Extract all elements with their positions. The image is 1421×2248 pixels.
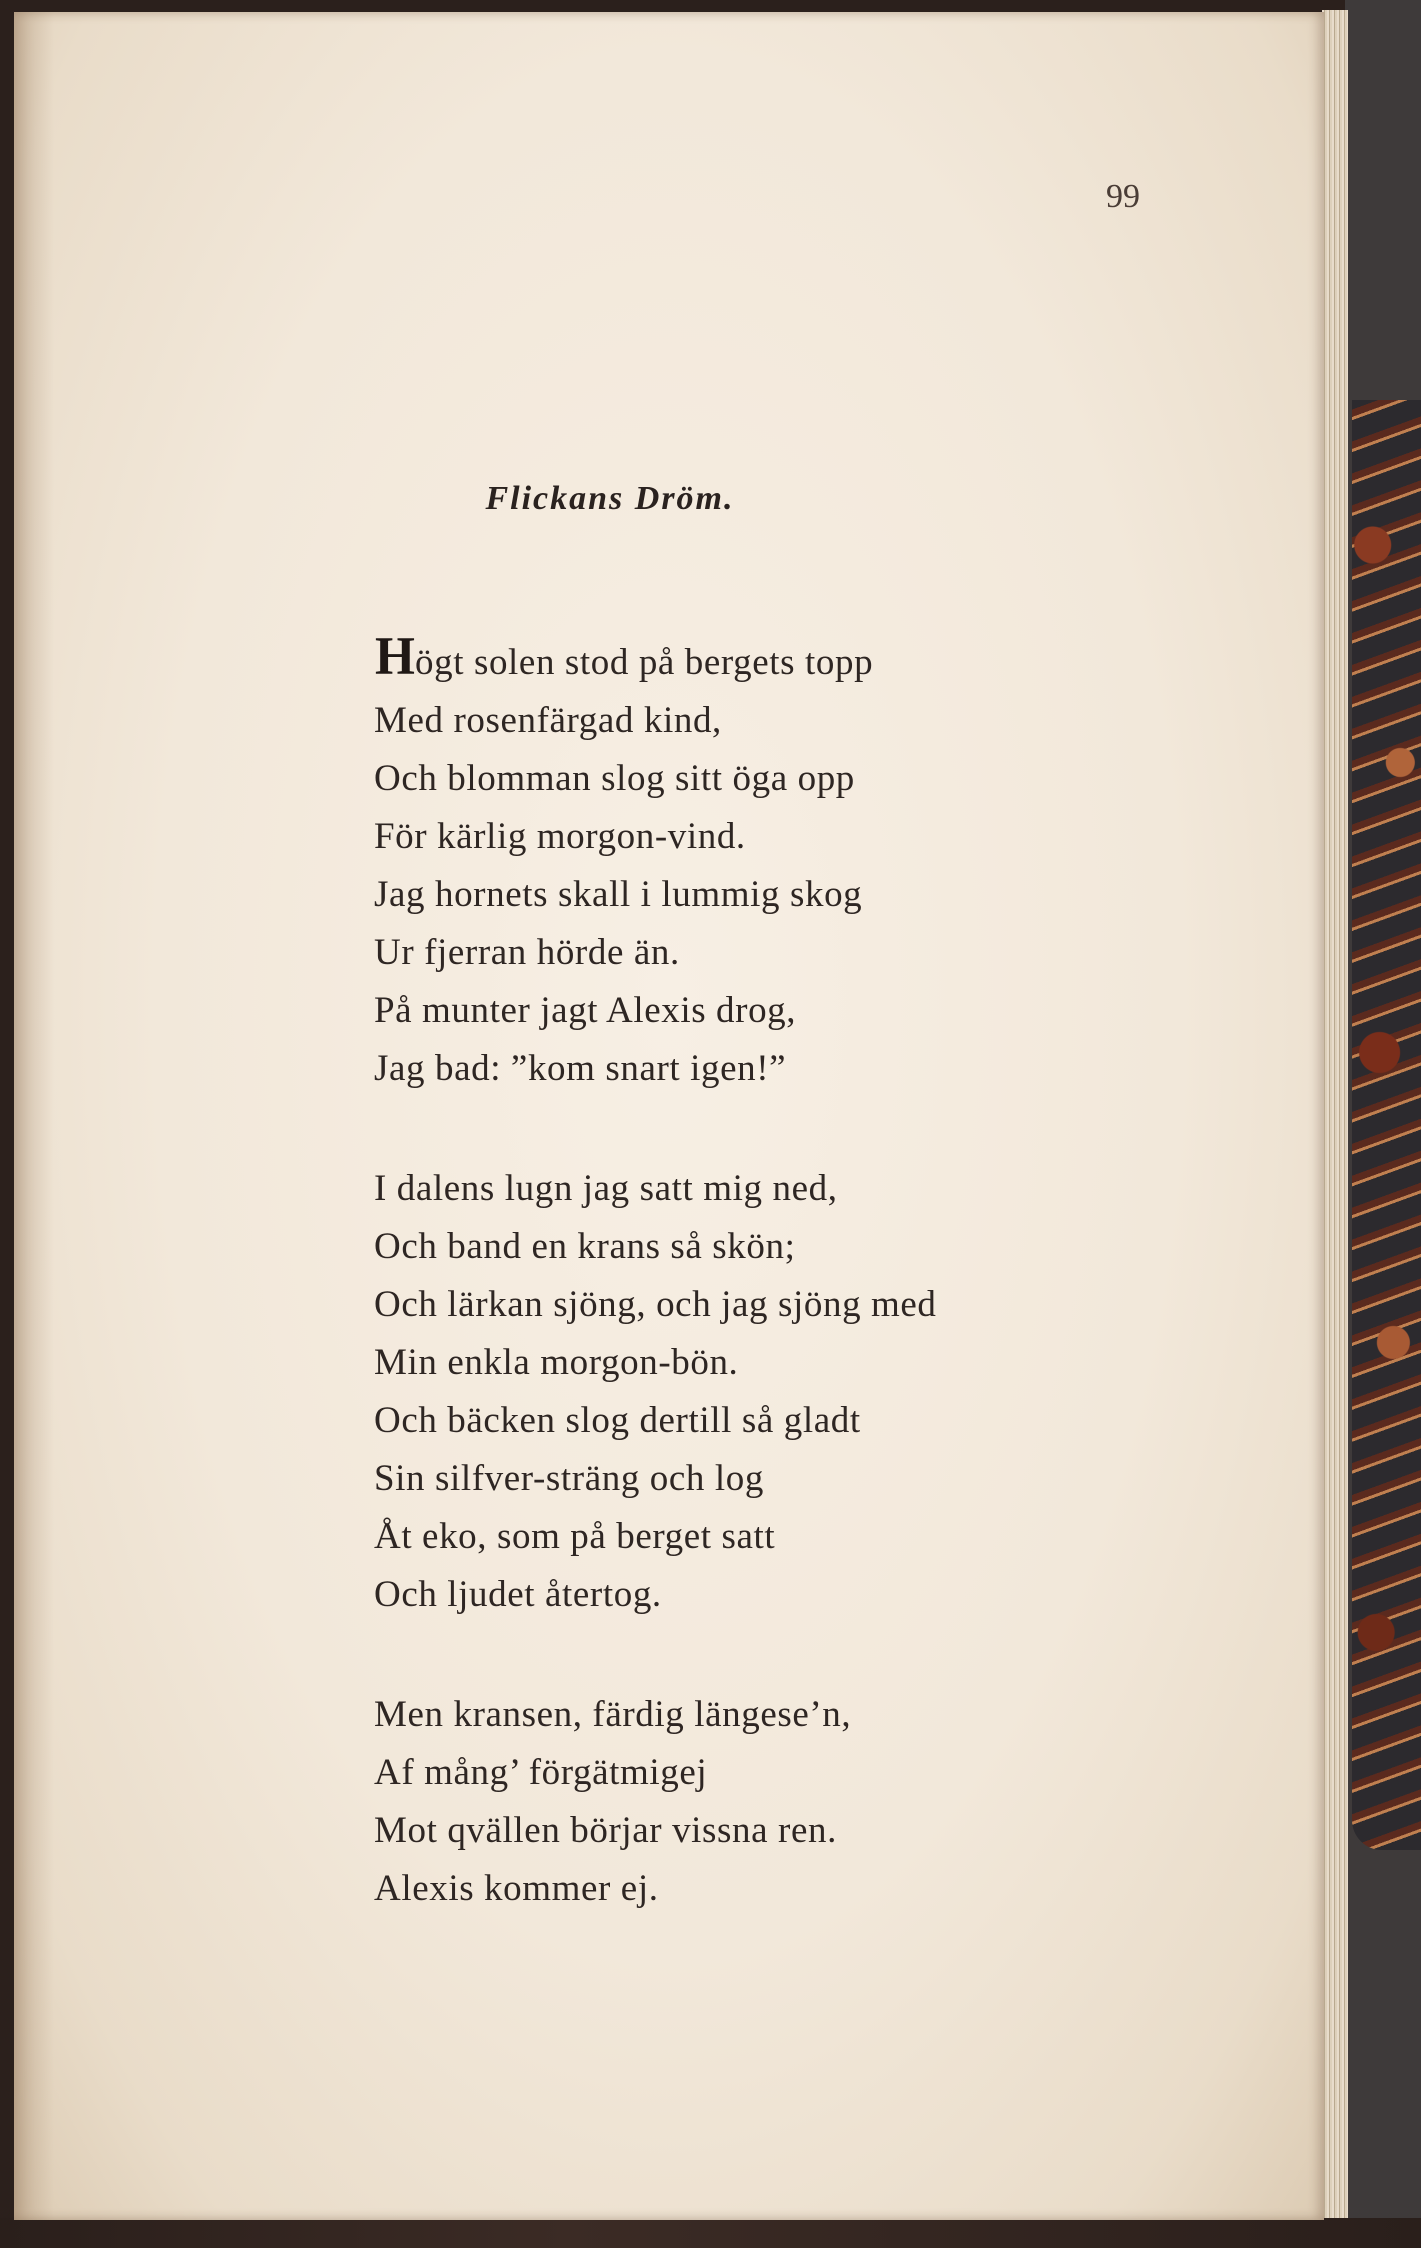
verse-line: Och lärkan sjöng, och jag sjöng med — [374, 1284, 937, 1325]
verse-line: Och blomman slog sitt öga opp — [374, 758, 855, 799]
bottom-binding-edge — [0, 2218, 1421, 2248]
stanza — [374, 626, 1134, 1098]
left-binding-edge — [0, 0, 14, 2248]
page-number: 99 — [1106, 178, 1140, 215]
drop-cap: H — [375, 626, 414, 686]
verse-line: Och ljudet återtog. — [374, 1574, 662, 1615]
verse-line — [374, 626, 1134, 692]
verse-line: Och bäcken slog dertill så gladt — [374, 1400, 861, 1441]
verse-line: Alexis kommer ej. — [374, 1868, 659, 1909]
verse-line-text: ögt solen stod på bergets topp — [415, 642, 874, 683]
verse-line: Åt eko, som på berget satt — [374, 1516, 776, 1557]
verse-line: Min enkla morgon-bön. — [374, 1342, 739, 1383]
page-edges — [1322, 10, 1348, 2222]
verse-line: Men kransen, färdig längese’n, — [374, 1694, 852, 1735]
verse-line: Af mång’ förgätmigej — [374, 1752, 708, 1793]
verse-line: Och band en krans så skön; — [374, 1226, 796, 1267]
verse-line: Ur fjerran hörde än. — [374, 932, 680, 973]
verse-line: Med rosenfärgad kind, — [374, 700, 722, 741]
verse-line: För kärlig morgon-vind. — [374, 816, 746, 857]
verse-line: Sin silfver-sträng och log — [374, 1458, 764, 1499]
stanza — [374, 1686, 1134, 1918]
poem-title: Flickans Dröm. — [485, 480, 735, 517]
stanza — [374, 1160, 1134, 1624]
page-gutter-shadow — [14, 12, 54, 2220]
verse-line: På munter jagt Alexis drog, — [374, 990, 797, 1031]
verse-line: Jag hornets skall i lummig skog — [374, 874, 863, 915]
verse-line: Mot qvällen börjar vissna ren. — [374, 1810, 837, 1851]
verse-line: I dalens lugn jag satt mig ned, — [374, 1168, 838, 1209]
marbled-endpaper — [1352, 400, 1421, 1850]
verse-line: Jag bad: ”kom snart igen!” — [374, 1048, 787, 1089]
